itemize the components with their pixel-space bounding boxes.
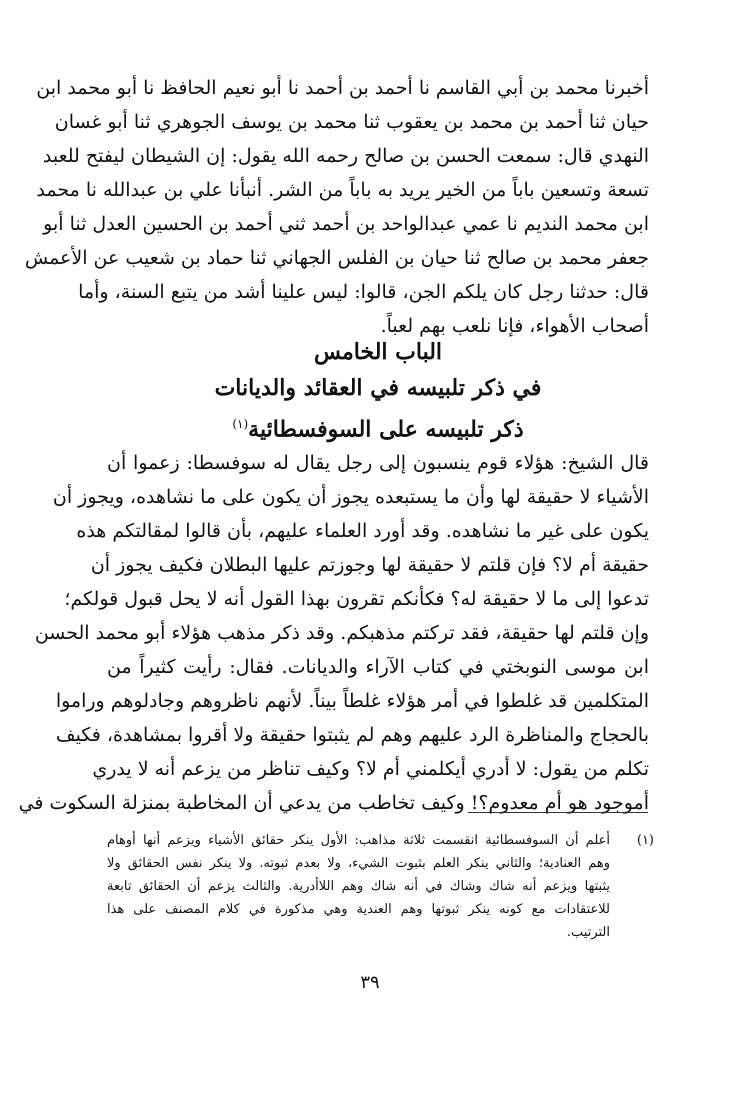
text-line: قال: حدثنا رجل كان يلكم الجن، قالوا: ليس علينا أشد من يتبع السنة، وأما [78, 281, 649, 303]
section-heading [107, 404, 649, 444]
chapter-subtitle: في ذكر تلبيسه في العقائد والديانات [214, 375, 542, 401]
footnote-line: الترتيب. [566, 925, 610, 940]
text-line: حقيقة أم لا؟ فإن قلتم لا حقيقة لها وجوزتم عليها البطلان فكيف يجوز أن [90, 554, 649, 576]
footnote-line: أعلم أن السوفسطائية انقسمت ثلاثة مذاهب: الأول ينكر حقائق الأشياء ويزعم أنها أوهام [107, 833, 610, 848]
footnote-line: وهم العنادية؛ والثاني ينكر العلم بثبوت الشيء، ولا بعدم ثبوته. ولا ينكر نفس الحقائق ولا [107, 856, 610, 871]
text-line: بالحجاج والمناظرة الرد عليهم وهم لم يثبتوا حقيقة ولا أقروا بمشاهدة، فكيف [55, 724, 649, 746]
text-line: تسعة وتسعين باباً من الخير يريد به باباً من الشر. أنبأنا علي بن عبدالله نا محمد [36, 179, 649, 201]
text-line: حيان ثنا أحمد بن محمد بن يعقوب ثنا محمد بن يوسف الجوهري ثنا أبو غسان [54, 111, 649, 133]
text-line: جعفر محمد بن صالح ثنا حيان بن الفلس الجهاني ثنا حماد بن شعيب عن الأعمش [24, 247, 649, 269]
text-line: أموجود هو أم معدوم؟! وكيف تخاطب من يدعي أن المخاطبة بمنزلة السكوت في [18, 792, 649, 814]
chapter-heading: الباب الخامس [313, 339, 443, 365]
text-line: أصحاب الأهواء، فإنا نلعب بهم لعباً. [380, 315, 649, 337]
footnote-line: للاعتقادات مع كونه ينكر ثبوتها وهم العندية وهي مذكورة في كلام المصنف على هذا [107, 902, 610, 917]
text-line: وإن قلتم لها حقيقة، فقد تركتم مذهبكم. وقد ذكر مذهب هؤلاء أبو محمد الحسن [34, 622, 649, 644]
footnote-reference: (١) [232, 417, 249, 431]
footnote-line: يثبتها ويزعم أنه شاك وشاك في أنه شاك وهم اللاأدرية. والثالث يزعم أن الحقائق تابعة [107, 879, 610, 894]
text-line: ابن موسى النوبختي في كتاب الآراء والديانات. فقال: رأيت كثيراً من [107, 656, 649, 678]
text-line: قال الشيخ: هؤلاء قوم ينسبون إلى رجل يقال له سوفسطا: زعموا أن [107, 452, 649, 474]
text-line: المتكلمين قد غلطوا في أمر هؤلاء غلطاً بيناً. لأنهم ناظروهم وجادلوهم وراموا [55, 690, 649, 712]
text-line: أخبرنا محمد بن أبي القاسم نا أحمد بن أحمد نا أبو نعيم الحافظ نا أبو محمد ابن [36, 77, 649, 99]
footnote-separator [468, 812, 648, 813]
text-line: تدعوا إلى ما لا حقيقة له؟ فكأنكم تقرون بهذا القول أنه لا يحل قبول قولكم؛ [64, 588, 649, 610]
page-number: ٣٩ [360, 972, 380, 993]
text-line: الأشياء لا حقيقة لها وأن ما يستبعده يجوز أن يكون على ما نشاهده، ويجوز أن [52, 486, 649, 508]
text-line: يكون على غير ما نشاهده. وقد أورد العلماء عليهم، بأن قالوا لمقالتكم هذه [76, 520, 649, 542]
text-line: تكلم من يقول: لا أدري أيكلمني أم لا؟ وكيف تناظر من يزعم أنه لا يدري [92, 758, 649, 780]
text-line: النهدي قال: سمعت الحسن بن صالح رحمه الله يقول: إن الشيطان ليفتح للعبد [42, 145, 649, 167]
section-heading-text: ذكر تلبيسه على السوفسطائية [248, 416, 524, 443]
text-line: ابن محمد النديم نا عمي عبدالواحد بن أحمد ثني أحمد بن الحسين العدل ثنا أبو [43, 213, 649, 235]
footnote-mark: (١) [636, 833, 654, 848]
